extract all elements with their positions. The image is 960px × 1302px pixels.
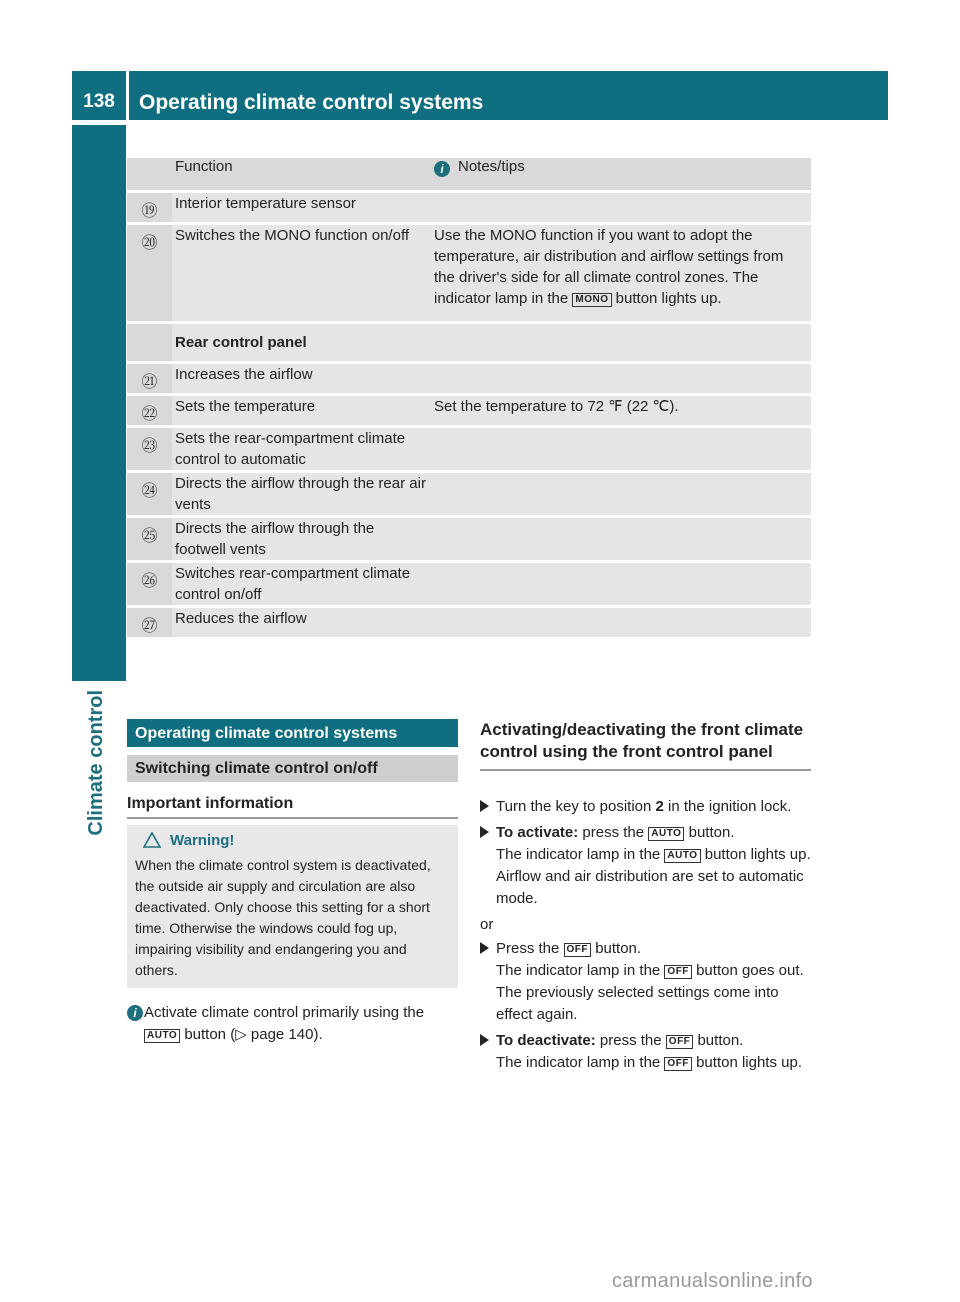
table-row: ㉗ Reduces the airflow: [127, 608, 811, 637]
info-note: i Activate climate control primarily using the AUTO button (▷ page 140).: [127, 1002, 458, 1046]
step-arrow-icon: [480, 826, 489, 838]
off-button-icon: OFF: [564, 943, 592, 957]
table-row: ⑳ Switches the MONO function on/off Use the MONO function if you want to adopt the temperature, air distribution and airflow settings from the driver's side for all climate control zones. The indicator lamp in the MONO button lights up.: [127, 225, 811, 321]
step-item: To deactivate: press the OFF button. The indicator lamp in the OFF button lights up.: [480, 1030, 813, 1074]
or-separator: or: [480, 916, 494, 933]
table-row: ㉑ Increases the airflow: [127, 364, 811, 393]
step-item: Turn the key to position 2 in the ignition lock.: [480, 796, 813, 818]
page-header: [72, 71, 888, 120]
mono-button-icon: MONO: [572, 293, 611, 307]
rear-panel-label: Rear control panel: [172, 324, 811, 361]
step-item: To activate: press the AUTO button. The indicator lamp in the AUTO button lights up. Airflow and air distribution are set to automatic mode.: [480, 822, 813, 910]
table-row: ㉖ Switches rear-compartment climate control on/off: [127, 563, 811, 605]
table-row: ㉓ Sets the rear-compartment climate control to automatic: [127, 428, 811, 470]
section-row: [127, 324, 811, 361]
chapter-label-text: Climate control: [85, 690, 107, 836]
page-number: 138: [83, 91, 115, 112]
warning-text: When the climate control system is deactivated, the outside air supply and circulation are also deactivated. Only choose this setting for a short time. Otherwise the windows could fog up, impairing visibility and endangering you and others.: [135, 857, 431, 978]
subsection-title: Switching climate control on/off: [127, 755, 458, 782]
warning-triangle-icon: [143, 832, 161, 848]
auto-button-icon: AUTO: [664, 849, 700, 863]
auto-button-icon: AUTO: [648, 827, 684, 841]
chapter-side-tab: [72, 125, 126, 681]
step-item: Press the OFF button. The indicator lamp in the OFF button goes out. The previously selected settings come into effect again.: [480, 938, 813, 1026]
procedure-steps: [480, 796, 813, 1074]
warning-title: Warning!: [170, 832, 235, 849]
info-icon: i: [127, 1005, 143, 1021]
warning-box: [127, 825, 458, 988]
procedure-heading: Activating/deactivating the front climate control using the front control panel: [480, 719, 811, 771]
off-button-icon: OFF: [666, 1035, 694, 1049]
col-notes-header: i Notes/tips: [428, 158, 811, 190]
page-title: Operating climate control systems: [139, 91, 484, 114]
info-icon: i: [434, 161, 450, 177]
step-arrow-icon: [480, 800, 489, 812]
table-row: ㉕ Directs the airflow through the footwell vents: [127, 518, 811, 560]
step-arrow-icon: [480, 1034, 489, 1046]
off-button-icon: OFF: [664, 1057, 692, 1071]
function-table: [127, 155, 811, 640]
table-header-row: [127, 158, 811, 190]
auto-button-icon: AUTO: [144, 1029, 180, 1043]
important-heading: Important information: [127, 793, 458, 819]
table-row: ㉔ Directs the airflow through the rear air vents: [127, 473, 811, 515]
watermark: carmanualsonline.info: [612, 1270, 813, 1292]
step-arrow-icon: [480, 942, 489, 954]
table-row: ㉒ Sets the temperature Set the temperature to 72 ℉ (22 ℃).: [127, 396, 811, 425]
col-function-header: Function: [172, 158, 428, 190]
table-row: ⑲ Interior temperature sensor: [127, 193, 811, 222]
header-divider: [126, 71, 129, 120]
section-title: Operating climate control systems: [127, 719, 458, 747]
off-button-icon: OFF: [664, 965, 692, 979]
